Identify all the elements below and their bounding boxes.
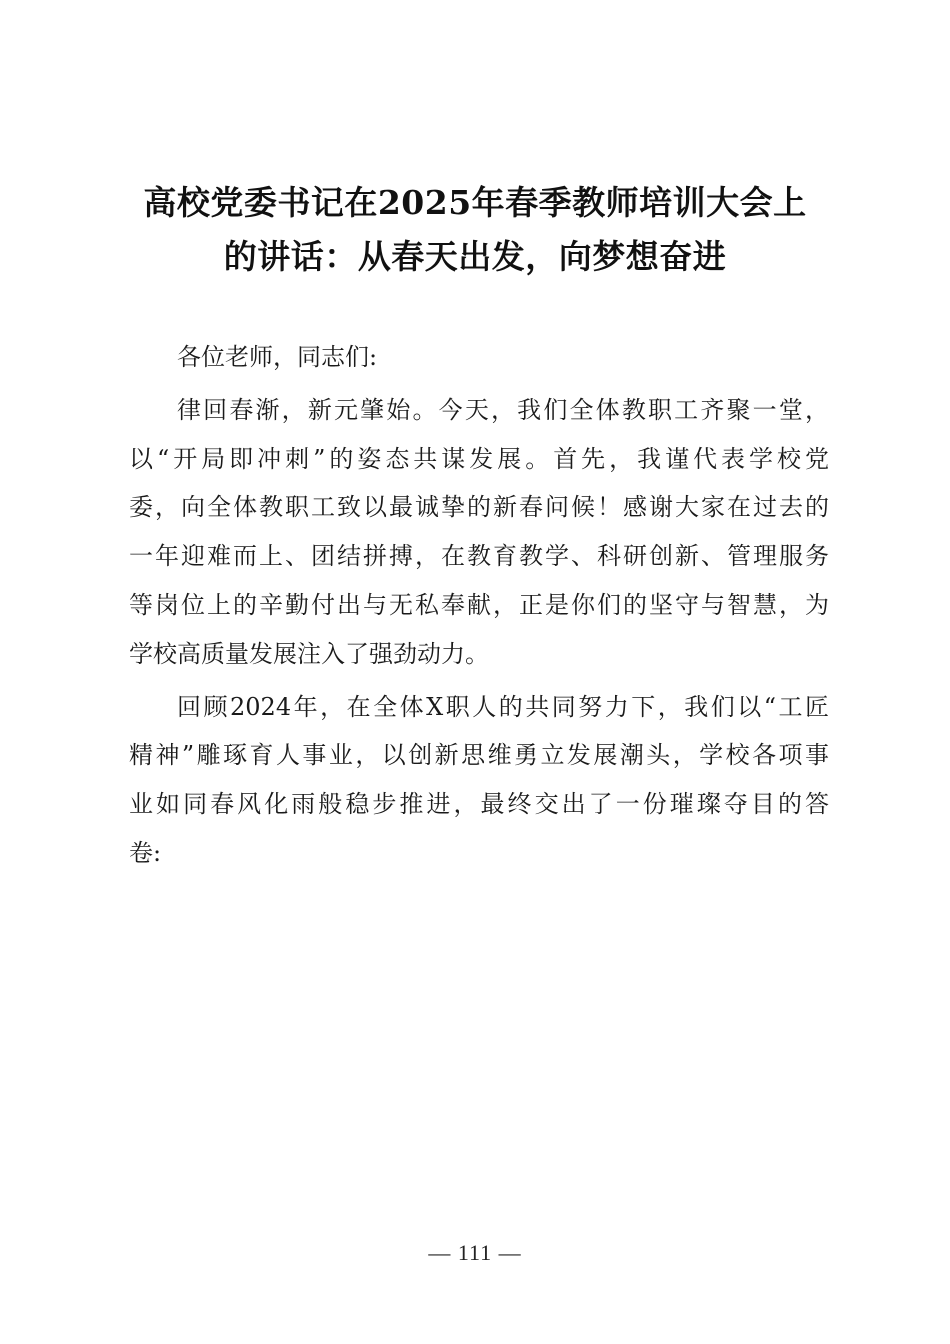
paragraph-line: 一年迎难而上、团结拼搏，在教育教学、科研创新、管理服务 — [129, 542, 829, 571]
paragraph-line: 精神”雕琢育人事业，以创新思维勇立发展潮头，学校各项事 — [129, 741, 829, 770]
document-title — [110, 176, 840, 284]
paragraph-line: 律回春渐，新元肇始。今天，我们全体教职工齐聚一堂， — [177, 395, 829, 424]
paragraph-line: 委，向全体教职工致以最诚挚的新春问候！感谢大家在过去的 — [129, 493, 829, 522]
salutation-text: 各位老师，同志们: — [177, 343, 378, 371]
title-line-1: 高校党委书记在2025年春季教师培训大会上 — [143, 183, 807, 222]
salutation — [129, 333, 829, 382]
document-body — [129, 333, 829, 878]
paragraph-line: 等岗位上的辛勤付出与无私奉献，正是你们的坚守与智慧，为 — [129, 590, 829, 619]
paragraph-line: 以“开局即冲刺”的姿态共谋发展。首先，我谨代表学校党 — [129, 444, 829, 473]
paragraph-line: 回顾2024年，在全体X职人的共同努力下，我们以“工匠 — [177, 692, 829, 721]
paragraph-2 — [129, 683, 829, 878]
paragraph-line: 学校高质量发展注入了强劲动力。 — [129, 639, 489, 668]
title-line-2: 的讲话：从春天出发，向梦想奋进 — [223, 237, 727, 276]
paragraph-line: 卷: — [129, 838, 162, 867]
page-number: — 111 — — [428, 1240, 522, 1265]
paragraph-1 — [129, 386, 829, 679]
paragraph-line: 业如同春风化雨般稳步推进，最终交出了一份璀璨夺目的答 — [129, 790, 829, 819]
